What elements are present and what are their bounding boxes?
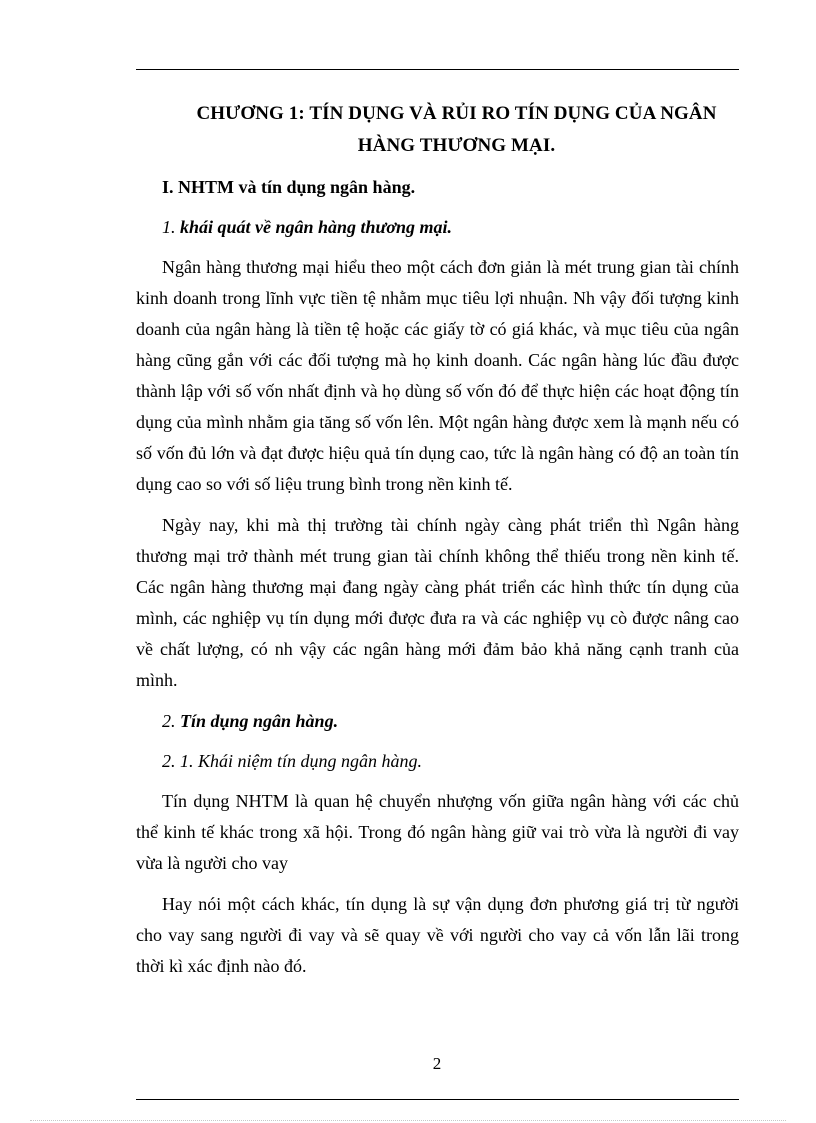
subsection-title: khái quát về ngân hàng thương mại.: [180, 217, 453, 237]
section-heading-1: I. NHTM và tín dụng ngân hàng.: [162, 177, 416, 197]
page-number: 2: [432, 1054, 442, 1073]
chapter-title: CHƯƠNG 1: TÍN DỤNG VÀ RỦI RO TÍN DỤNG CỦA NGÂN HÀNG THƯƠNG MẠI.: [196, 103, 717, 156]
subsection-title: Tín dụng ngân hàng.: [180, 711, 339, 731]
page-edge-dots: [30, 1120, 786, 1121]
paragraph: Ngân hàng thương mại hiểu theo một cách đơn giản là mét trung gian tài chính kinh doanh trong lĩnh vực tiền tệ nhằm mục tiêu lợi nhuận. Nh vậy đối tượng kinh doanh của ngân hàng là tiền tệ hoặc các giấy tờ có giá khác, và mục tiêu của ngân hàng cũng gắn với các đối tượng mà họ kinh doanh. Các ngân hàng lúc đầu được thành lập với số vốn nhất định và họ dùng số vốn đó để thực hiện các hoạt động tín dụng của mình nhằm gia tăng số vốn lên. Một ngân hàng được xem là mạnh nếu có số vốn đủ lớn và đạt được hiệu quả tín dụng cao, tức là ngân hàng có độ an toàn tín dụng cao so với số liệu trung bình trong nền kinh tế.: [136, 257, 739, 494]
paragraph: Tín dụng NHTM là quan hệ chuyển nhượng vốn giữa ngân hàng với các chủ thể kinh tế khác trong xã hội. Trong đó ngân hàng giữ vai trò vừa là người đi vay vừa là người cho vay: [136, 791, 739, 873]
paragraph: Ngày nay, khi mà thị trường tài chính ngày càng phát triển thì Ngân hàng thương mại trở thành mét trung gian tài chính không thể thiếu trong nền kinh tế. Các ngân hàng thương mại đang ngày càng phát triển các hình thức tín dụng của mình, các nghiệp vụ tín dụng mới được đưa ra và các nghiệp vụ cò được nâng cao về chất lượng, có nh vậy các ngân hàng mới đảm bảo khả năng cạnh tranh của mình.: [136, 515, 739, 690]
footer-rule: [136, 1099, 739, 1100]
subsection-heading-1: [136, 212, 739, 242]
subsection-heading-2: [136, 706, 739, 736]
paragraph: Hay nói một cách khác, tín dụng là sự vận dụng đơn phương giá trị từ người cho vay sang người đi vay và sẽ quay về với người cho vay cả vốn lẫn lãi trong thời kì xác định nào đó.: [136, 894, 739, 976]
header-rule: [136, 69, 739, 70]
subsection-number: 1.: [162, 217, 180, 237]
subsection-number: 2.: [162, 711, 180, 731]
document-body: [136, 98, 739, 992]
subsubsection-heading: 2. 1. Khái niệm tín dụng ngân hàng.: [162, 751, 422, 771]
